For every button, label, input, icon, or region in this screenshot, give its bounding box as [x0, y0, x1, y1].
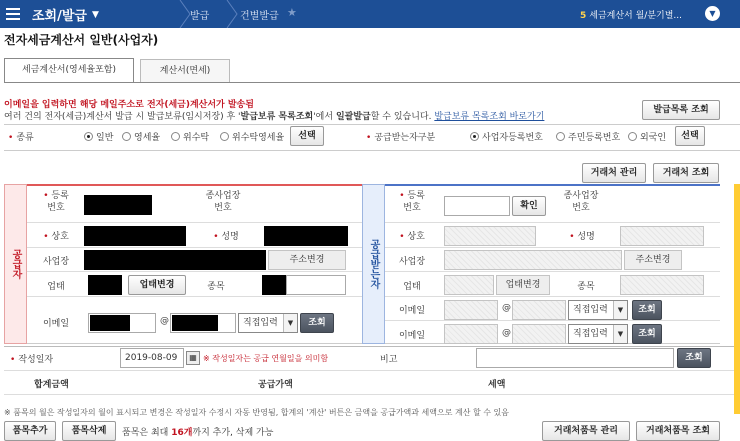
radio-icon — [220, 132, 229, 141]
top-nav-bar — [0, 0, 740, 28]
receiver-rep-input[interactable] — [620, 226, 704, 246]
receiver-type-foreigner[interactable]: 외국인 — [628, 130, 666, 143]
receiver-sub-biz-label: 종사업장 번호 — [563, 191, 599, 213]
receiver-biz-type-label: 업태 — [403, 282, 421, 292]
email-at-sign: @ — [160, 316, 169, 326]
row-divider — [27, 222, 362, 223]
supplier-address-value[interactable] — [84, 250, 266, 270]
row-divider — [27, 247, 362, 248]
receiver-rep-label: • 성명 — [569, 232, 595, 242]
radio-icon — [628, 132, 637, 141]
divider — [4, 150, 740, 151]
receiver-email2-label: 이메일 — [398, 331, 426, 341]
supplier-item-input[interactable] — [286, 275, 346, 295]
page-title: 전자세금계산서 일반(사업자) — [4, 33, 159, 47]
recent-menu[interactable]: 5 세금계산서 월/분기별... — [580, 11, 682, 21]
side-scroll-strip[interactable] — [734, 184, 740, 414]
remark-search-button[interactable]: 조회 — [677, 348, 711, 368]
kind-option-zero-rate[interactable]: 영세율 — [122, 130, 160, 143]
kind-label: • 종류 — [8, 133, 34, 143]
supplier-email-label: 이메일 — [42, 319, 70, 329]
partner-search-button[interactable]: 거래처 조회 — [653, 163, 719, 183]
receiver-name-label: • 상호 — [399, 232, 425, 242]
receiver-reg-no-input[interactable] — [444, 196, 510, 216]
radio-icon — [84, 132, 93, 141]
row-divider — [385, 320, 720, 321]
supplier-email-search-button[interactable]: 조회 — [300, 313, 334, 333]
supplier-email-domain-value — [172, 315, 218, 331]
supplier-rep-label: • 성명 — [213, 232, 239, 242]
chevron-down-icon: ▼ — [283, 314, 297, 332]
receiver-name-input[interactable] — [444, 226, 536, 246]
supplier-side-label: 공급자 — [4, 184, 27, 344]
calendar-icon[interactable]: ▦ — [186, 351, 200, 365]
radio-icon — [556, 132, 565, 141]
receiver-reg-no-label: • 등록 번호 — [399, 191, 425, 213]
item-count-note: 품목은 최대 16개까지 추가, 삭제 가능 — [122, 428, 274, 438]
pending-list-link[interactable]: 발급보류 목록조회 바로가기 — [434, 112, 545, 122]
receiver-confirm-button[interactable]: 확인 — [512, 196, 546, 216]
hamburger-menu-icon[interactable] — [4, 5, 22, 23]
partner-manage-button[interactable]: 거래처 관리 — [582, 163, 646, 183]
tab-tax-invoice[interactable]: 세금계산서(영세율포함) — [4, 58, 134, 83]
tab-invoice[interactable]: 계산서(면세) — [140, 59, 230, 82]
supplier-name-label: • 상호 — [43, 232, 69, 242]
receiver-type-business[interactable]: 사업자등록번호 — [470, 130, 543, 143]
sum-amount-label: 합계금액 — [34, 380, 69, 390]
kind-option-consign-zero[interactable]: 위수탁영세율 — [220, 130, 284, 143]
add-item-button[interactable]: 품목추가 — [4, 421, 56, 441]
breadcrumb-single-issue[interactable]: 건별발급 — [240, 11, 279, 22]
partner-item-search-button[interactable]: 거래처품목 조회 — [636, 421, 720, 441]
email-at-sign: @ — [502, 328, 511, 338]
supplier-sub-biz-label: 종사업장 번호 — [205, 191, 241, 213]
supplier-reg-no-value[interactable] — [84, 195, 152, 215]
write-date-input[interactable]: 2019-08-09 — [120, 348, 184, 368]
supplier-item-label: 종목 — [207, 282, 225, 292]
email-at-sign: @ — [502, 303, 511, 313]
breadcrumb-separator-icon — [225, 0, 239, 28]
row-divider — [385, 296, 720, 297]
radio-icon — [470, 132, 479, 141]
breadcrumb-section[interactable]: 조회/발급 — [32, 9, 87, 24]
supplier-biz-type-value[interactable] — [88, 275, 122, 295]
supply-amount-label: 공급가액 — [258, 380, 293, 390]
favorite-star-icon[interactable]: ★ — [287, 6, 297, 19]
receiver-address-label: 사업장 — [398, 257, 426, 267]
receiver-type-resident[interactable]: 주민등록번호 — [556, 130, 620, 143]
row-divider — [27, 296, 362, 297]
partner-item-manage-button[interactable]: 거래처품목 관리 — [542, 421, 630, 441]
tax-amount-label: 세액 — [488, 380, 506, 390]
supplier-name-value[interactable] — [84, 226, 186, 246]
divider — [4, 346, 740, 347]
chevron-down-icon: ▼ — [613, 325, 627, 343]
row-divider — [27, 271, 362, 272]
supplier-item-value[interactable] — [262, 275, 286, 295]
supplier-email-id-value — [90, 315, 130, 331]
write-date-warning: ※ 작성일자는 공급 연월일을 의미함 — [203, 354, 329, 363]
receiver-email2-domain-input[interactable] — [512, 324, 566, 344]
kind-option-general[interactable]: 일반 — [84, 130, 113, 143]
kind-option-consign[interactable]: 위수탁 — [171, 130, 209, 143]
divider — [4, 370, 740, 371]
receiver-email1-search-button[interactable]: 조회 — [632, 300, 662, 320]
receiver-item-input[interactable] — [620, 275, 704, 295]
tab-divider — [4, 82, 740, 83]
supplier-email-domain-select[interactable]: 직접입력 ▼ — [238, 313, 298, 333]
receiver-email2-id-input[interactable] — [444, 324, 498, 344]
row-divider — [385, 271, 720, 272]
receiver-side-label: 공급받는자 — [362, 184, 385, 344]
supplier-biz-type-label: 업태 — [47, 282, 65, 292]
items-note: ※ 품목의 월은 작성일자의 월이 표시되고 변경은 작성일자 수정시 자동 반영됨, 합계의 '계산' 버튼은 금액을 공급가액과 세액으로 계산 할 수 있음 — [4, 408, 509, 417]
address-change-button[interactable]: 주소변경 — [268, 250, 346, 270]
chevron-down-icon[interactable]: ▼ — [705, 6, 720, 21]
kind-select-button[interactable]: 선택 — [290, 126, 324, 146]
divider — [4, 124, 740, 125]
receiver-change-business-button[interactable]: 업태변경 — [496, 275, 550, 295]
row-divider — [385, 222, 720, 223]
issue-list-button[interactable]: 발급목록 조회 — [642, 100, 720, 120]
email-notice: 이메일을 입력하면 해당 메일주소로 전자(세금)계산서가 발송됨 — [4, 100, 254, 110]
bulk-issue-notice: 여러 건의 전자(세금)계산서 발급 시 발급보류(임시저장) 후 '발급보류 목록조회'에서 일괄발급할 수 있습니다. 발급보류 목록조회 바로가기 — [4, 112, 545, 122]
supplier-reg-no-label: • 등록 번호 — [43, 191, 69, 213]
receiver-email1-domain-select[interactable]: 직접입력 ▼ — [568, 300, 628, 320]
supplier-address-label: 사업장 — [42, 257, 70, 267]
supplier-rep-value[interactable] — [264, 226, 348, 246]
receiver-email1-label: 이메일 — [398, 306, 426, 316]
chevron-down-icon: ▼ — [613, 301, 627, 319]
radio-icon — [171, 132, 180, 141]
row-divider — [385, 247, 720, 248]
receiver-type-label: • 공급받는자구분 — [366, 133, 436, 143]
remark-label: 비고 — [380, 355, 398, 365]
receiver-address-change-button[interactable]: 주소변경 — [624, 250, 682, 270]
change-business-button[interactable]: 업태변경 — [128, 275, 186, 295]
divider — [4, 394, 740, 395]
receiver-email1-domain-input[interactable] — [512, 300, 566, 320]
section-dropdown-icon[interactable]: ▼ — [92, 10, 99, 20]
receiver-email2-domain-select[interactable]: 직접입력 ▼ — [568, 324, 628, 344]
breadcrumb-issue[interactable]: 발급 — [190, 11, 210, 22]
remark-input[interactable] — [476, 348, 674, 368]
receiver-select-button[interactable]: 선택 — [675, 126, 705, 146]
radio-icon — [122, 132, 131, 141]
write-date-label: • 작성일자 — [10, 355, 54, 365]
receiver-address-input[interactable] — [444, 250, 622, 270]
delete-item-button[interactable]: 품목삭제 — [62, 421, 116, 441]
receiver-item-label: 종목 — [577, 282, 595, 292]
receiver-email1-id-input[interactable] — [444, 300, 498, 320]
receiver-biz-type-input[interactable] — [444, 275, 494, 295]
receiver-email2-search-button[interactable]: 조회 — [632, 324, 662, 344]
